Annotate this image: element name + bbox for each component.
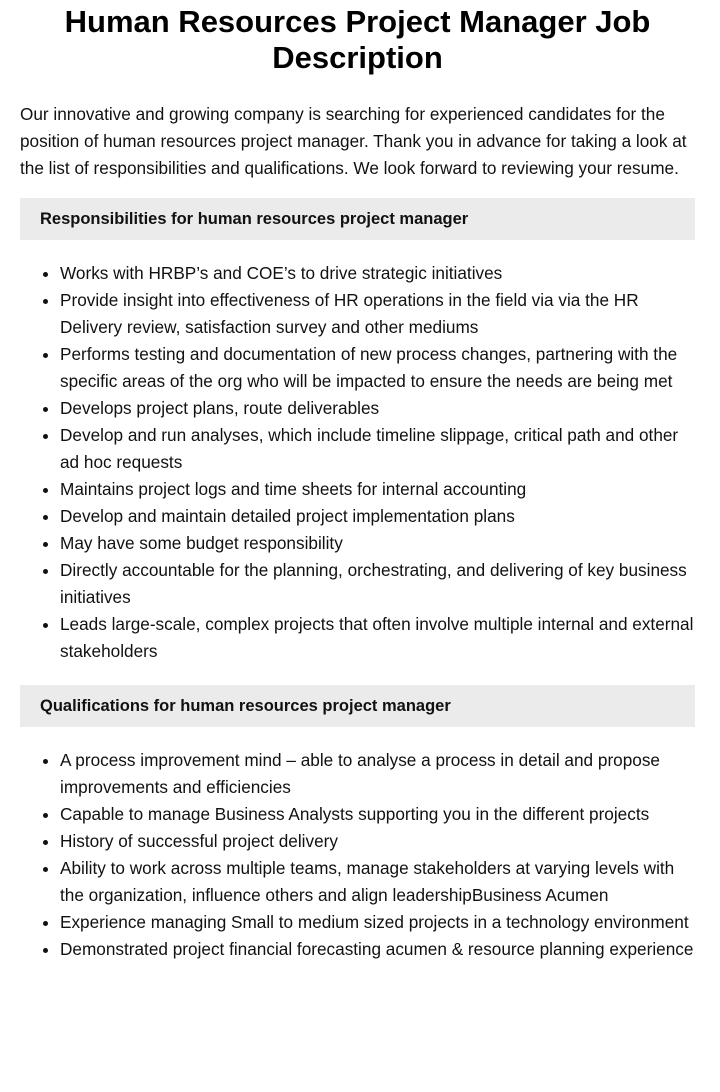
list-item: • A process improvement mind – able to analyse a process in detail and propose improvements and efficiencies bbox=[60, 747, 695, 801]
qualifications-heading: Qualifications for human resources project manager bbox=[20, 685, 695, 727]
list-item: • Demonstrated project financial forecasting acumen & resource planning experience bbox=[60, 936, 695, 963]
list-item: • Performs testing and documentation of new process changes, partnering with the specific areas of the org who will be impacted to ensure the needs are being met bbox=[60, 341, 695, 395]
list-item: • Ability to work across multiple teams, manage stakeholders at varying levels with the organization, influence others and align leadershipBusiness Acumen bbox=[60, 855, 695, 909]
responsibilities-list bbox=[20, 260, 695, 665]
list-item: • Maintains project logs and time sheets for internal accounting bbox=[60, 476, 695, 503]
list-item: • Leads large-scale, complex projects that often involve multiple internal and external stakeholders bbox=[60, 611, 695, 665]
qualifications-list bbox=[20, 747, 695, 963]
list-item: • Experience managing Small to medium sized projects in a technology environment bbox=[60, 909, 695, 936]
list-item: • Works with HRBP’s and COE’s to drive strategic initiatives bbox=[60, 260, 695, 287]
list-item: • Develops project plans, route deliverables bbox=[60, 395, 695, 422]
list-item: • Develop and run analyses, which include timeline slippage, critical path and other ad hoc requests bbox=[60, 422, 695, 476]
responsibilities-heading: Responsibilities for human resources project manager bbox=[20, 198, 695, 240]
intro-paragraph: Our innovative and growing company is searching for experienced candidates for the position of human resources project manager. Thank you in advance for taking a look at the list of responsibilities and qualifications. We look forward to reviewing your resume. bbox=[20, 104, 687, 178]
list-item: • Provide insight into effectiveness of HR operations in the field via via the HR Delivery review, satisfaction survey and other mediums bbox=[60, 287, 695, 341]
page-title: Human Resources Project Manager Job Description bbox=[64, 4, 651, 75]
list-item: • May have some budget responsibility bbox=[60, 530, 695, 557]
list-item: • History of successful project delivery bbox=[60, 828, 695, 855]
list-item: • Capable to manage Business Analysts supporting you in the different projects bbox=[60, 801, 695, 828]
list-item: • Develop and maintain detailed project implementation plans bbox=[60, 503, 695, 530]
list-item: • Directly accountable for the planning, orchestrating, and delivering of key business initiatives bbox=[60, 557, 695, 611]
